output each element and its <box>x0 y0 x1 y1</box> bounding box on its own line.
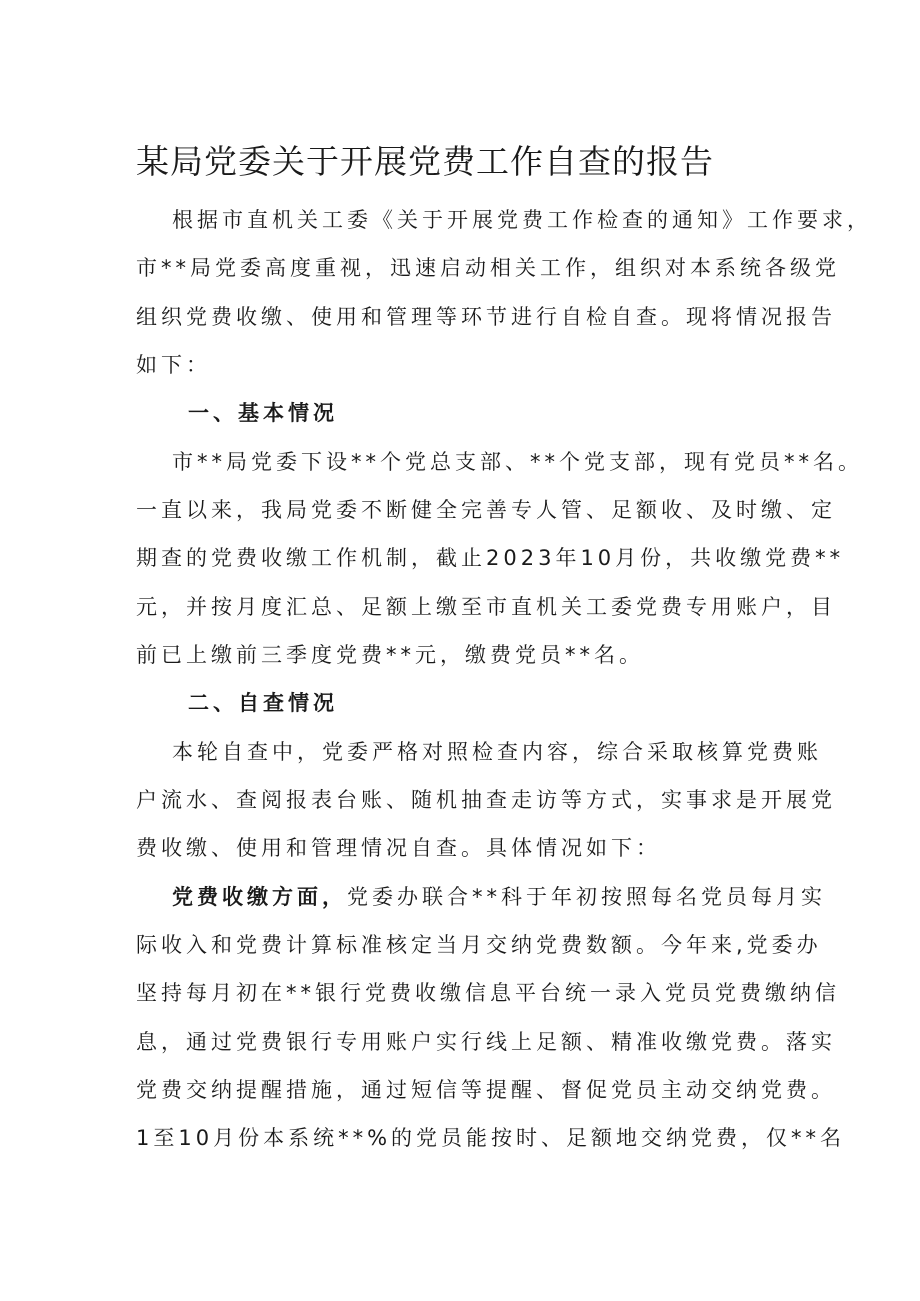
section2-line-2: 户流水、查阅报表台账、随机抽查走访等方式，实事求是开展党 <box>136 788 836 812</box>
para2-first-line-text: 党委办联合**科于年初按照每名党员每月实 <box>347 885 826 909</box>
section1-line-3: 期查的党费收缴工作机制，截止2023年10月份，共收缴党费** <box>136 546 845 570</box>
section2-para2-line-5: 党费交纳提醒措施，通过短信等提醒、督促党员主动交纳党费。 <box>136 1078 836 1102</box>
section2-line-3: 费收缴、使用和管理情况自查。具体情况如下： <box>136 836 661 860</box>
section2-para2-line-3: 坚持每月初在**银行党费收缴信息平台统一录入党员党费缴纳信 <box>136 981 840 1005</box>
intro-line-2: 市**局党委高度重视，迅速启动相关工作，组织对本系统各级党 <box>136 256 840 280</box>
section1-line-4: 元，并按月度汇总、足额上缴至市直机关工委党费专用账户，目 <box>136 595 836 619</box>
section2-para2-line-6: 1至10月份本系统**%的党员能按时、足额地交纳党费，仅**名 <box>136 1126 846 1150</box>
document-title: 某局党委关于开展党费工作自查的报告 <box>136 142 714 181</box>
intro-line-4: 如下： <box>136 353 211 377</box>
section-heading-selfcheck: 二、自查情况 <box>188 691 338 715</box>
intro-line-3: 组织党费收缴、使用和管理等环节进行自检自查。现将情况报告 <box>136 305 836 329</box>
subsection-lead-dues-collection: 党费收缴方面， <box>172 885 347 909</box>
section2-line-1: 本轮自查中，党委严格对照检查内容，综合采取核算党费账 <box>172 740 822 764</box>
section2-para2-line-4: 息，通过党费银行专用账户实行线上足额、精准收缴党费。落实 <box>136 1030 836 1054</box>
section1-line-1: 市**局党委下设**个党总支部、**个党支部，现有党员**名。 <box>172 450 863 474</box>
section2-para2-line-2: 际收入和党费计算标准核定当月交纳党费数额。今年来,党委办 <box>136 933 822 957</box>
section-heading-basic: 一、基本情况 <box>188 401 338 425</box>
section1-line-5: 前已上缴前三季度党费**元，缴费党员**名。 <box>136 643 644 667</box>
section1-line-2: 一直以来，我局党委不断健全完善专人管、足额收、及时缴、定 <box>136 498 836 522</box>
intro-line-1: 根据市直机关工委《关于开展党费工作检查的通知》工作要求， <box>172 208 872 232</box>
section2-para2-line-1 <box>172 882 826 912</box>
